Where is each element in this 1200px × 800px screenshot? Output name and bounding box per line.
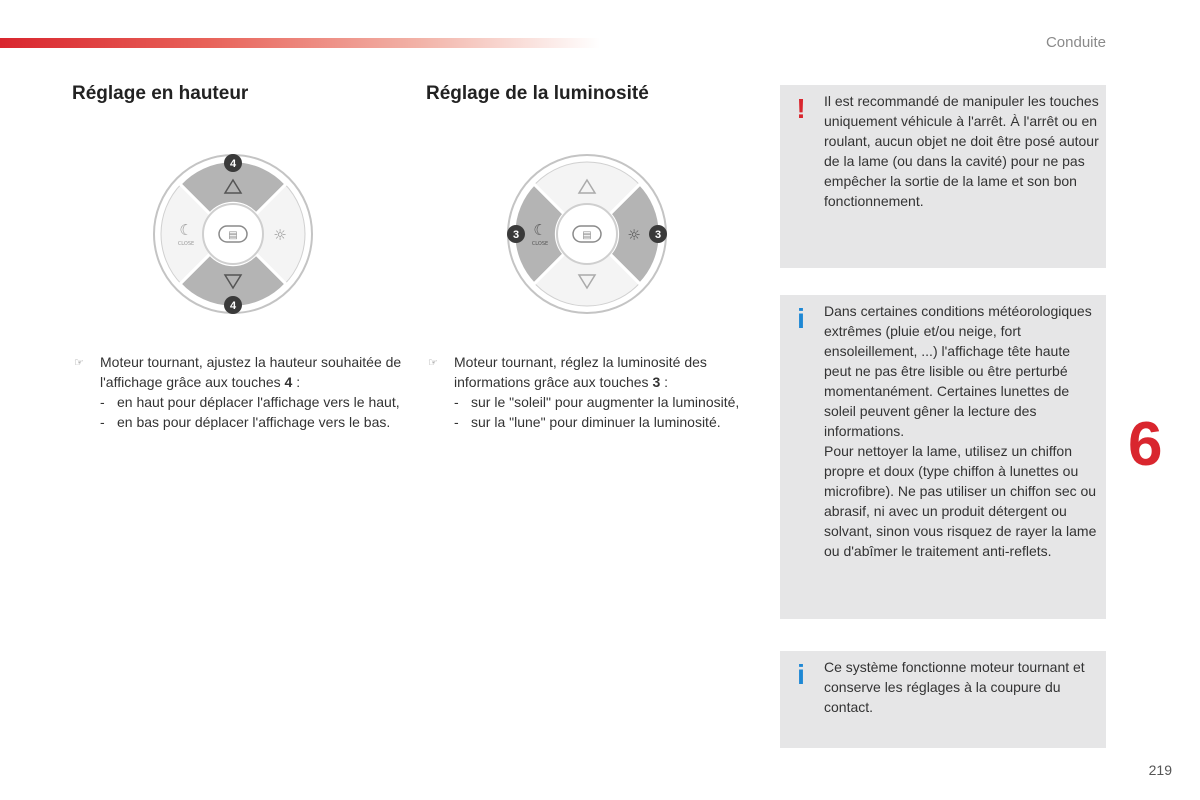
dial-close-label: CLOSE [177,241,195,247]
svg-text:▤: ▤ [228,230,238,241]
list-item: - sur la "lune" pour diminuer la luminosité. [454,414,721,430]
list-item: - en bas pour déplacer l'affichage vers le bas. [100,414,391,430]
pointing-hand-icon: ☞ [74,357,84,369]
pointing-hand-icon: ☞ [428,357,438,369]
sun-icon: ☼ [627,226,641,244]
page-number: 219 [1148,762,1172,778]
exclamation-icon: ! [796,93,806,124]
moon-icon: ☾ [179,221,193,239]
moon-icon: ☾ [533,221,547,239]
callout-left: 3 [512,229,520,241]
callout-top: 4 [229,158,237,170]
height-adjust-instructions [74,352,404,432]
info-text: Dans certaines conditions météorologiques extrêmes (pluie et/ou neige, fort ensoleillement, ...) l'affichage tête haute peut ne pas être lisible ou être perturbé momentanément. Certaines lunettes de soleil peuvent gêner la lecture des informations. Pour nettoyer la lame, utilisez un chiffon propre et doux (type chiffon à lunettes ou microfibre). Ne pas utiliser un chiffon sec ou abrasif, ni avec un produit détergent ou solvant, sinon vous risquez de rayer la lame ou d'abîmer le traitement anti-reflets. [824,303,1097,559]
dial-close-label: CLOSE [531,241,549,247]
instruction-text: Moteur tournant, réglez la luminosité des informations grâce aux touches 3 : [454,354,707,390]
header-accent-bar [0,38,600,48]
instruction-bullet [74,352,404,392]
warning-text: Il est recommandé de manipuler les touches uniquement véhicule à l'arrêt. À l'arrêt ou en roulant, aucun objet ne doit être posé autour de la lame (ou dans la cavité) pour ne pas empêcher la sortie de la lame et son bon fonctionnement. [824,93,1099,209]
list-item: - sur le "soleil" pour augmenter la luminosité, [454,394,740,410]
instruction-text: Moteur tournant, ajustez la hauteur souhaitée de l'affichage grâce aux touches 4 : [100,354,402,390]
section-title: Conduite [1045,34,1106,51]
info-text: Ce système fonctionne moteur tournant et conserve les réglages à la coupure du contact. [824,659,1085,715]
sun-icon: ☼ [273,226,287,244]
brightness-heading: Réglage de la luminosité [426,83,649,104]
warning-note [780,85,1106,268]
height-adjust-heading: Réglage en hauteur [72,83,249,104]
list-item: - en haut pour déplacer l'affichage vers le haut, [100,394,400,410]
brightness-control-dial [506,153,668,315]
instruction-bullet [428,352,758,392]
chapter-number: 6 [1128,410,1163,479]
info-icon: i [797,303,805,334]
info-icon: i [797,659,805,690]
brightness-instructions [428,352,758,432]
height-control-dial [152,153,314,315]
callout-right: 3 [654,229,662,241]
svg-text:▤: ▤ [582,230,592,241]
callout-bottom: 4 [229,300,237,312]
info-note-conditions [780,295,1106,619]
info-note-engine [780,651,1106,748]
